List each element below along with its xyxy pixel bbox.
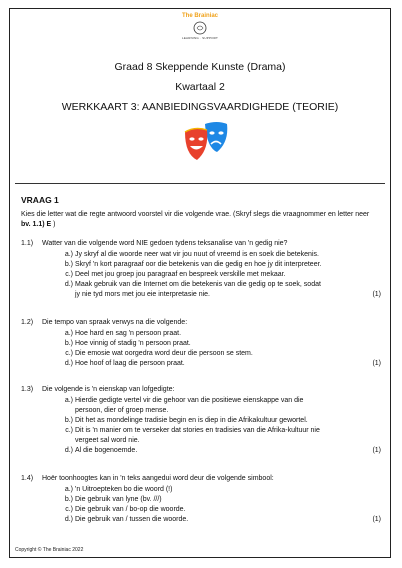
option-text: Die gebruik van / bo-op die woorde. bbox=[75, 506, 186, 513]
option-text: jy nie tyd mors met jou eie interpretasie nie. bbox=[75, 291, 211, 298]
option-letter: c.) bbox=[65, 506, 73, 513]
option-text: Deel met jou groep jou paragraaf en bespreek verskille met mekaar. bbox=[75, 271, 286, 278]
grade-title: Graad 8 Skeppende Kunste (Drama) bbox=[114, 61, 286, 73]
option-letter: d.) bbox=[64, 516, 73, 523]
option-letter: c.) bbox=[65, 427, 73, 434]
option-letter: c.) bbox=[65, 271, 73, 278]
option-text: Hoe vinnig of stadig 'n persoon praat. bbox=[75, 340, 191, 347]
brand-tagline: LEARNING · SUPPORT bbox=[181, 36, 219, 40]
option-text: Die gebruik van lyne (bv. ///) bbox=[75, 496, 162, 503]
worksheet-page bbox=[9, 8, 391, 558]
option-letter: d.) bbox=[64, 360, 73, 367]
question-text: Die tempo van spraak verwys na die volgende: bbox=[42, 319, 188, 326]
question-text: Watter van die volgende word NIE gedoen tydens teksanalise van 'n gedig nie? bbox=[42, 240, 288, 247]
mark-allocation: (1) bbox=[372, 360, 381, 367]
theatre-masks-icon bbox=[183, 120, 229, 162]
option-text: Skryf 'n kort paragraaf oor die betekenis van die gedig en hoe jy dit interpreteer. bbox=[75, 261, 322, 268]
question-text: Die volgende is 'n eienskap van lofgedigte: bbox=[42, 386, 175, 393]
divider bbox=[15, 183, 385, 184]
option-text: Dit het as mondelinge tradisie begin en is diep in die Afrikakultuur gewortel. bbox=[75, 417, 308, 424]
option-text: Al die bogenoemde. bbox=[75, 447, 138, 454]
question-number: 1.2) bbox=[21, 319, 34, 326]
question-number: 1.4) bbox=[21, 475, 34, 482]
brain-logo-icon bbox=[193, 21, 207, 35]
option-letter: a.) bbox=[64, 486, 73, 493]
mark-allocation: (1) bbox=[372, 516, 381, 523]
option-text: 'n Uitroepteken bo die woord (!) bbox=[75, 486, 173, 493]
mark-allocation: (1) bbox=[372, 291, 381, 298]
section-heading: VRAAG 1 bbox=[21, 195, 59, 205]
option-text: Hoe hard en sag 'n persoon praat. bbox=[75, 330, 182, 337]
worksheet-title: WERKKAART 3: AANBIEDINGSVAARDIGHEDE (TEORIE) bbox=[61, 101, 339, 113]
option-letter: a.) bbox=[64, 397, 73, 404]
copyright-notice: Copyright © The Brainiac 2022 bbox=[15, 547, 84, 553]
brand-name: The Brainiac bbox=[181, 13, 218, 19]
tragedy-mask-icon bbox=[205, 122, 227, 152]
question-number: 1.1) bbox=[21, 240, 34, 247]
option-letter: d.) bbox=[64, 447, 73, 454]
option-text: Hoe hoof of laag die persoon praat. bbox=[75, 360, 185, 367]
option-letter: b.) bbox=[64, 340, 73, 347]
option-letter: b.) bbox=[64, 496, 73, 503]
option-text: Dit is 'n manier om te verseker dat stories en tradisies van die Afrika-kultuur nie bbox=[75, 427, 320, 434]
question-text: Hoër toonhoogtes kan in 'n teks aangedui word deur die volgende simbool: bbox=[42, 475, 274, 482]
instructions: Kies die letter wat die regte antwoord voorstel vir die volgende vrae. (Skryf slegs die vraagnommer en letter neer bv. 1.1) E ) bbox=[21, 211, 370, 228]
option-text: Die emosie wat oorgedra word deur die persoon se stem. bbox=[75, 350, 253, 357]
comedy-mask-icon bbox=[185, 128, 207, 160]
option-text: persoon, dier of groep mense. bbox=[75, 407, 169, 414]
option-text: Die gebruik van / tussen die woorde. bbox=[75, 516, 189, 523]
question-number: 1.3) bbox=[21, 386, 34, 393]
option-letter: a.) bbox=[64, 330, 73, 337]
option-text: Maak gebruik van die Internet om die betekenis van die gedig op te soek, sodat bbox=[75, 281, 321, 288]
option-letter: c.) bbox=[65, 350, 73, 357]
option-letter: d.) bbox=[64, 281, 73, 288]
mark-allocation: (1) bbox=[372, 447, 381, 454]
option-text: Jy skryf al die woorde neer wat vir jou nuut of vreemd is en soek die betekenis. bbox=[75, 251, 319, 258]
option-letter: a.) bbox=[64, 251, 73, 258]
option-text: vergeet sal word nie. bbox=[75, 437, 140, 444]
option-letter: b.) bbox=[64, 261, 73, 268]
option-text: Hierdie gedigte vertel vir die gehoor van die positiewe eienskappe van die bbox=[75, 397, 304, 404]
term-title: Kwartaal 2 bbox=[175, 81, 225, 93]
option-letter: b.) bbox=[64, 417, 73, 424]
